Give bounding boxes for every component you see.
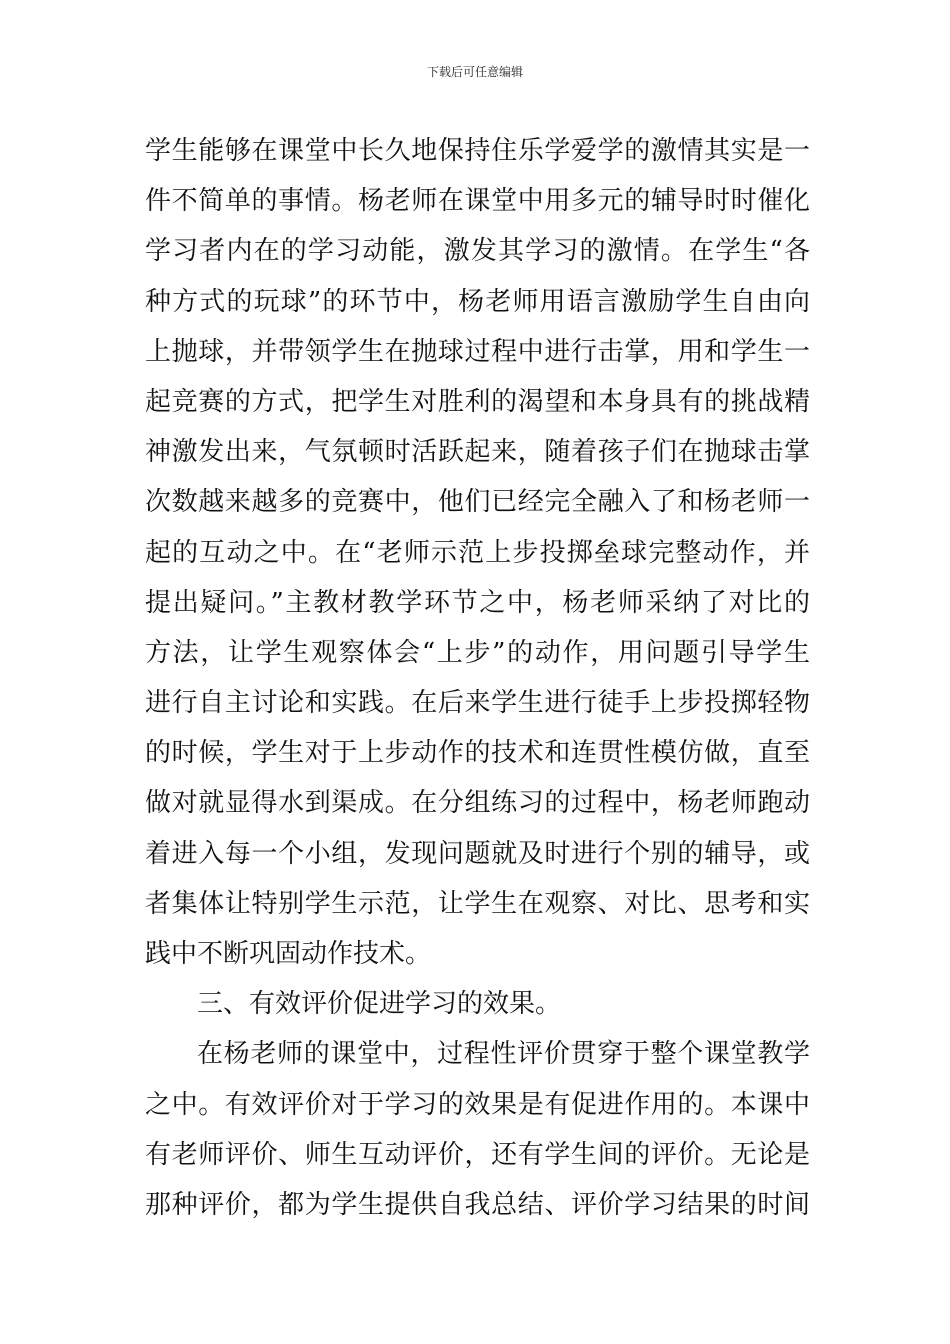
page-header: 下载后可任意编辑	[426, 65, 523, 79]
paragraph-line: 在杨老师的课堂中，过程性评价贯穿于整个课堂教学	[197, 1039, 810, 1070]
paragraph-line: 着进入每一个小组，发现问题就及时进行个别的辅导，或	[145, 838, 810, 869]
paragraph-line: 提出疑问。”主教材教学环节之中，杨老师采纳了对比的	[145, 587, 810, 618]
paragraph-line: 的时候，学生对于上步动作的技术和连贯性模仿做，直至	[145, 738, 810, 769]
paragraph-line: 学生能够在课堂中长久地保持住乐学爱学的激情其实是一	[145, 136, 810, 166]
paragraph-line: 方法，让学生观察体会“上步”的动作，用问题引导学生	[145, 637, 810, 668]
paragraph-line: 起竞赛的方式，把学生对胜利的渴望和本身具有的挑战精	[145, 386, 810, 417]
body-text	[145, 126, 810, 1230]
paragraph-line: 上抛球，并带领学生在抛球过程中进行击掌，用和学生一	[145, 336, 810, 367]
paragraph-line: 次数越来越多的竞赛中，他们已经完全融入了和杨老师一	[145, 487, 810, 518]
paragraph-line: 之中。有效评价对于学习的效果是有促进作用的。本课中	[145, 1089, 810, 1120]
paragraph-line: 那种评价，都为学生提供自我总结、评价学习结果的时间	[145, 1189, 810, 1220]
paragraph-line: 进行自主讨论和实践。在后来学生进行徒手上步投掷轻物	[145, 688, 810, 719]
paragraph-line: 学习者内在的学习动能，激发其学习的激情。在学生“各	[145, 236, 810, 267]
paragraph-line: 者集体让特别学生示范，让学生在观察、对比、思考和实	[145, 888, 810, 919]
paragraph-line: 种方式的玩球”的环节中，杨老师用语言激励学生自由向	[145, 286, 810, 317]
paragraph-line: 做对就显得水到渠成。在分组练习的过程中，杨老师跑动	[145, 788, 810, 819]
section-heading: 三、有效评价促进学习的效果。	[197, 989, 562, 1020]
paragraph-line: 起的互动之中。在“老师示范上步投掷垒球完整动作，并	[145, 537, 810, 568]
paragraph-line: 神激发出来，气氛顿时活跃起来，随着孩子们在抛球击掌	[145, 437, 810, 468]
paragraph-line: 有老师评价、师生互动评价，还有学生间的评价。无论是	[145, 1139, 810, 1170]
paragraph-line: 践中不断巩固动作技术。	[145, 939, 432, 969]
paragraph-line: 件不简单的事情。杨老师在课堂中用多元的辅导时时催化	[145, 186, 810, 217]
